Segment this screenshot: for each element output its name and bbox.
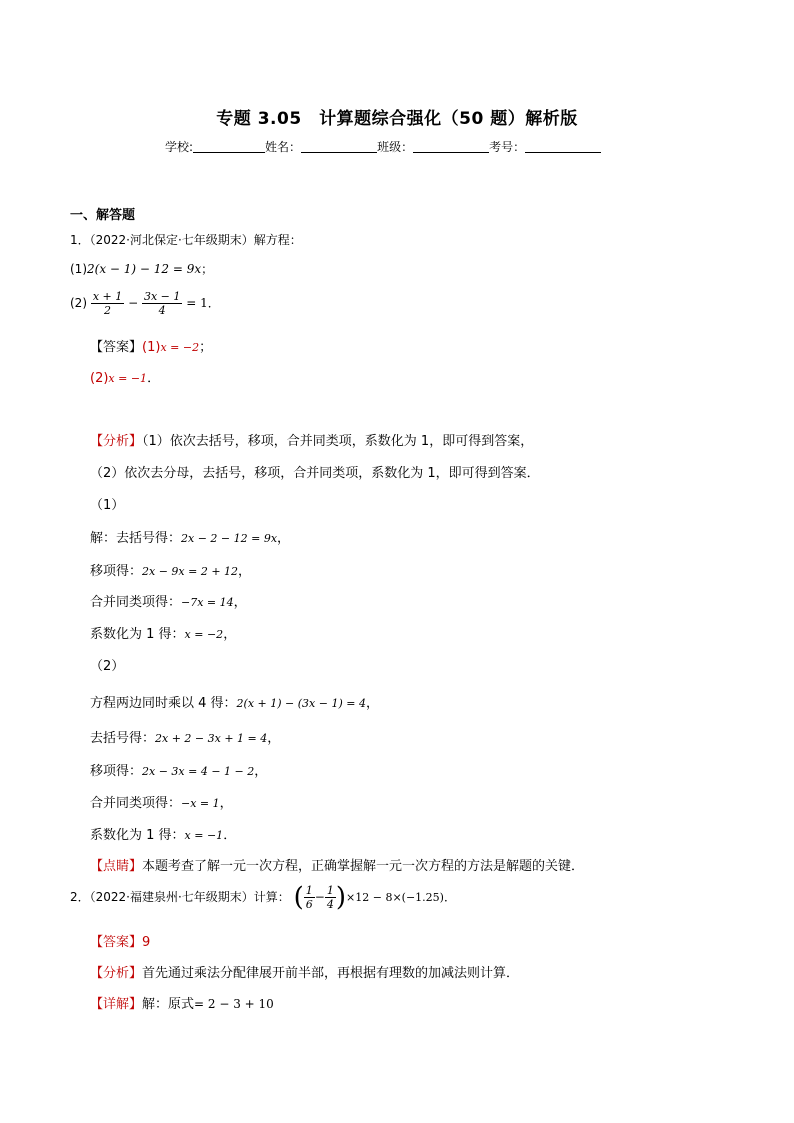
analysis-text-1: （1）依次去括号，移项，合并同类项，系数化为 1，即可得到答案， <box>142 434 534 449</box>
step-label: 移项得： <box>90 764 143 779</box>
step-end: ， <box>267 731 281 746</box>
step-expression: 2x − 9x = 2 + 12 <box>142 565 239 578</box>
step-expression: x = −2 <box>184 628 224 641</box>
q1-part1-equation: 2(x − 1) − 12 = 9x <box>87 262 202 276</box>
q1-solution-2-head: （2） <box>90 659 125 674</box>
step-expression: x = −1 <box>184 829 224 842</box>
fraction-numerator: 3x − 1 <box>143 290 181 303</box>
analysis-tag: 【分析】 <box>90 966 143 981</box>
fraction-numerator: 1 <box>305 884 313 897</box>
step-label: 方程两边同时乘以 4 得： <box>90 696 237 711</box>
step-label: 系数化为 1 得： <box>90 627 185 642</box>
minus-sign: − <box>314 890 325 904</box>
q1-part1-label: (1) <box>70 262 87 276</box>
step-expression: −7x = 14 <box>181 596 234 609</box>
analysis-text: 首先通过乘法分配律展开前半部，再根据有理数的加减法则计算． <box>142 966 520 981</box>
step-expression: 2x − 2 − 12 = 9x <box>181 532 278 545</box>
q1-part1 <box>70 260 213 277</box>
exam-no-blank <box>525 140 601 153</box>
step-end: ， <box>223 627 237 642</box>
q1-part2-label: (2) <box>70 296 87 310</box>
q2-fraction-2 <box>325 884 336 911</box>
solution-step <box>90 760 267 779</box>
fraction-denominator: 2 <box>104 304 112 317</box>
right-paren: ) <box>335 882 347 913</box>
step-end: ， <box>365 696 379 711</box>
fraction-denominator: 6 <box>305 898 313 911</box>
q1-part2-fraction-2 <box>142 290 182 317</box>
class-blank <box>413 140 489 153</box>
solution-step <box>90 527 290 546</box>
fraction-denominator: 4 <box>158 304 166 317</box>
q2-label: 2．（2022·福建泉州·七年级期末）计算： <box>70 890 290 904</box>
fraction-numerator: 1 <box>326 884 334 897</box>
answer-2-label: (2) <box>90 371 109 386</box>
answer-2-end: ． <box>147 371 161 386</box>
answer-value: 9 <box>142 935 151 950</box>
answer-1-expr: x = −2 <box>160 341 200 354</box>
solution-step <box>90 692 379 711</box>
detail-expr: = 2 − 3 + 10 <box>194 997 274 1011</box>
point-tag: 【点睛】 <box>90 859 143 874</box>
q2-analysis-line <box>90 962 519 981</box>
q1-analysis-line-1 <box>90 430 533 449</box>
solution-step <box>90 727 280 746</box>
q2-answer-line <box>90 931 150 950</box>
step-end: ， <box>219 796 233 811</box>
detail-tag: 【详解】 <box>90 997 143 1012</box>
step-end: ， <box>277 531 291 546</box>
answer-tag: 【答案】 <box>90 340 143 355</box>
q1-answer-line-2 <box>90 367 160 386</box>
q1-point-line <box>90 855 584 874</box>
solution-step <box>90 591 247 610</box>
equation-rhs: = 1 <box>186 296 208 310</box>
school-label: 学校: <box>165 140 194 154</box>
class-label: 班级： <box>377 140 414 154</box>
section-title: 一、解答题 <box>70 208 136 223</box>
name-label: 姓名： <box>265 140 302 154</box>
step-label: 移项得： <box>90 564 143 579</box>
solution-step <box>90 560 251 579</box>
point-text: 本题考查了解一元一次方程，正确掌握解一元一次方程的方法是解题的关键． <box>142 859 585 874</box>
q2-fraction-1 <box>304 884 315 911</box>
q1-part2 <box>70 290 220 317</box>
detail-label: 解：原式 <box>142 997 195 1012</box>
fraction-numerator: x + 1 <box>92 290 123 303</box>
q2-expression-rest: ×12 − 8×(−1.25) <box>346 891 444 904</box>
page-title: 专题 3.05 计算题综合强化（50 题）解析版 <box>216 109 578 129</box>
answer-tag: 【答案】 <box>90 935 143 950</box>
answer-1-end: ； <box>199 340 213 355</box>
q2-end: ． <box>443 890 456 904</box>
left-paren: ( <box>293 882 304 913</box>
step-expression: −x = 1 <box>181 797 220 810</box>
school-blank <box>193 140 265 153</box>
step-expression: 2x + 2 − 3x + 1 = 4 <box>155 732 268 745</box>
q1-part2-end: ． <box>207 296 220 310</box>
analysis-tag: 【分析】 <box>90 434 143 449</box>
solution-step <box>90 792 233 811</box>
step-end: ， <box>233 595 247 610</box>
minus-sign: − <box>128 296 139 310</box>
step-label: 解：去括号得： <box>90 531 182 546</box>
solution-step <box>90 824 236 843</box>
step-expression: 2x − 3x = 4 − 1 − 2 <box>142 765 255 778</box>
step-label: 系数化为 1 得： <box>90 828 185 843</box>
q1-answer-line-1 <box>90 336 212 355</box>
exam-no-label: 考号： <box>489 140 526 154</box>
q2-stem <box>70 884 456 911</box>
q1-stem: 1．（2022·河北保定·七年级期末）解方程： <box>70 233 302 247</box>
step-expression: 2(x + 1) − (3x − 1) = 4 <box>236 697 366 710</box>
q1-analysis-line-2: （2）依次去分母，去括号，移项，合并同类项，系数化为 1，即可得到答案． <box>90 466 540 481</box>
answer-2-expr: x = −1 <box>108 372 148 385</box>
name-blank <box>301 140 377 153</box>
step-end: ， <box>254 764 268 779</box>
step-label: 去括号得： <box>90 731 156 746</box>
student-info-line <box>165 138 601 155</box>
step-end: ． <box>223 828 237 843</box>
step-label: 合并同类项得： <box>90 595 182 610</box>
fraction-denominator: 4 <box>326 898 334 911</box>
q1-part2-fraction-1 <box>91 290 124 317</box>
step-end: ， <box>238 564 252 579</box>
q2-detail-line <box>90 993 274 1012</box>
step-label: 合并同类项得： <box>90 796 182 811</box>
answer-1-label: (1) <box>142 340 161 355</box>
solution-step <box>90 623 236 642</box>
q1-part1-end: ； <box>201 262 214 276</box>
q1-solution-1-head: （1） <box>90 498 125 513</box>
